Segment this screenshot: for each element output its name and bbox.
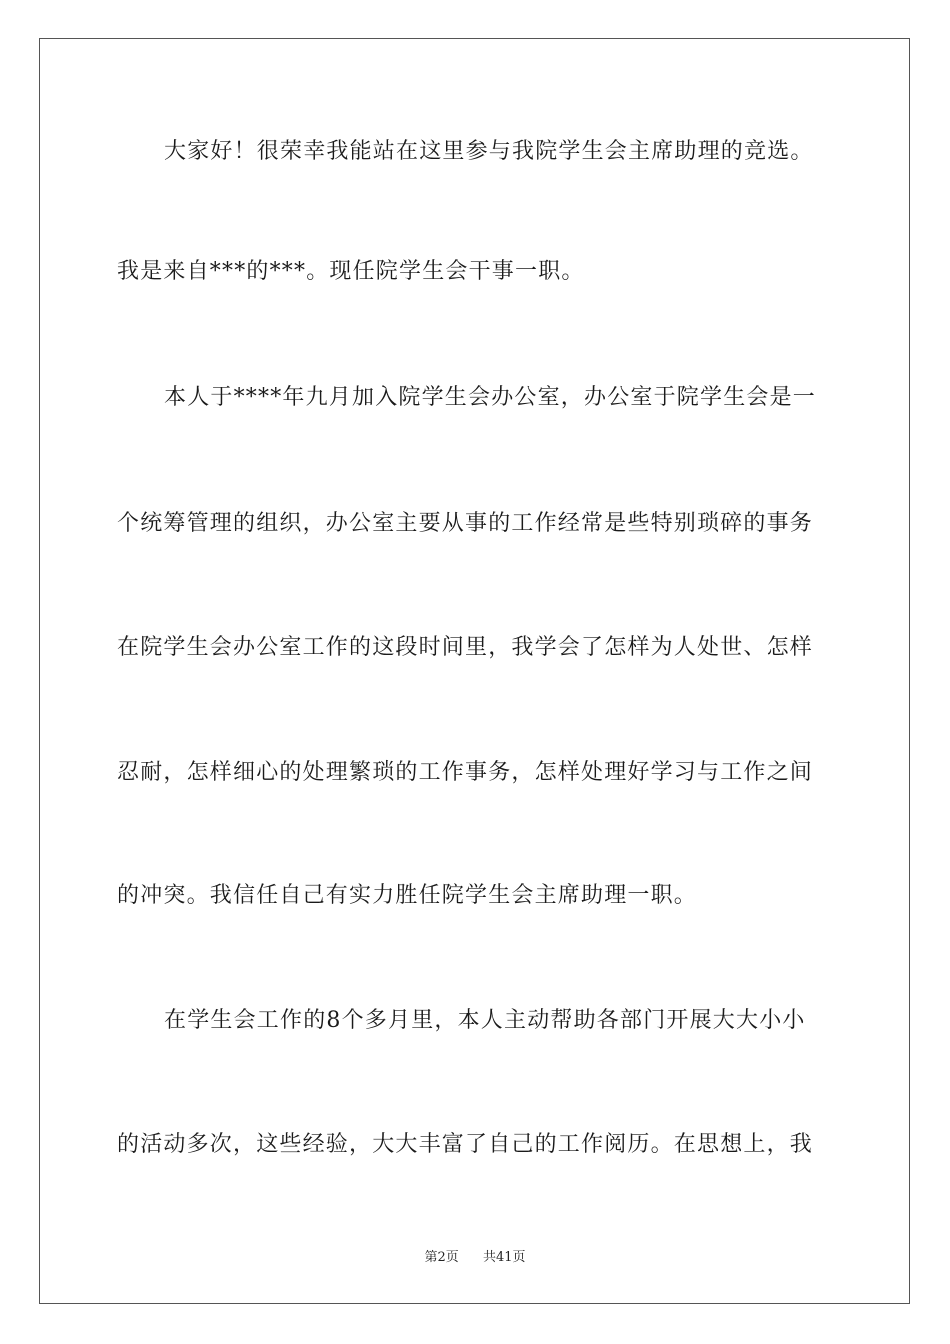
page-footer — [0, 1246, 950, 1265]
page-border — [39, 38, 910, 1304]
paragraph-line: 的活动多次，这些经验，大大丰富了自己的工作阅历。在思想上，我 — [117, 1132, 814, 1157]
page-number: 第2页 — [424, 1250, 459, 1265]
paragraph-line: 在院学生会办公室工作的这段时间里，我学会了怎样为人处世、怎样 — [117, 635, 814, 660]
paragraph-line: 的冲突。我信任自己有实力胜任院学生会主席助理一职。 — [117, 883, 698, 908]
paragraph-line: 在学生会工作的8个多月里，本人主动帮助各部门开展大大小小 — [164, 1008, 806, 1033]
paragraph-line: 我是来自***的***。现任院学生会干事一职。 — [117, 259, 585, 284]
total-pages: 共41页 — [483, 1250, 526, 1265]
paragraph-line: 大家好！很荣幸我能站在这里参与我院学生会主席助理的竞选。 — [164, 139, 814, 164]
paragraph-line: 本人于****年九月加入院学生会办公室，办公室于院学生会是一 — [164, 385, 817, 410]
paragraph-line: 忍耐，怎样细心的处理繁琐的工作事务，怎样处理好学习与工作之间 — [117, 760, 814, 785]
paragraph-line: 个统筹管理的组织，办公室主要从事的工作经常是些特别琐碎的事务 — [117, 511, 814, 536]
